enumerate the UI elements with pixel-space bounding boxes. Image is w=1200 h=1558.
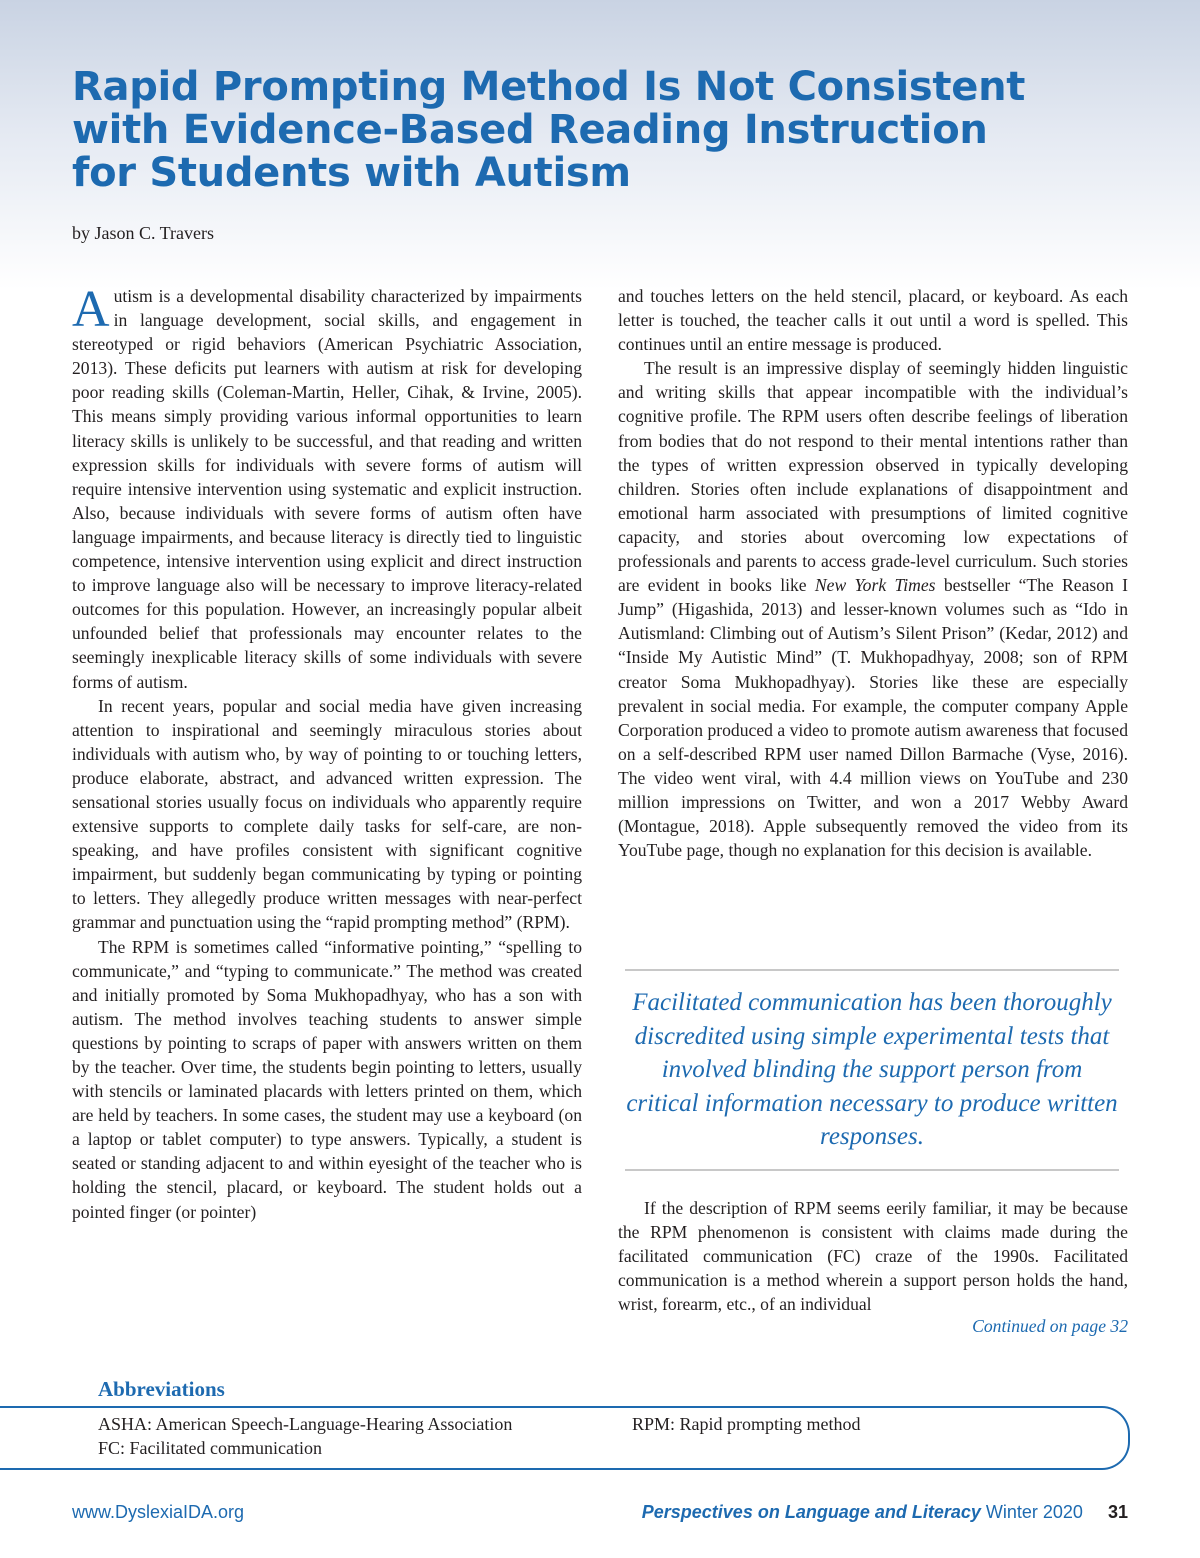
abbreviations-heading: Abbreviations (98, 1377, 225, 1401)
abbreviation-rpm: RPM: Rapid prompting method (632, 1414, 861, 1434)
paragraph-fc: If the description of RPM seems eerily familiar, it may be because the RPM phenomenon is consistent with claims made during the facilitated communication (FC) craze of the 1990s. Facilitated communication is a method wherein a support person holds the hand, wrist, forearm, etc., of an individual (618, 1198, 1128, 1315)
paragraph-intro-text: utism is a developmental disability characterized by impairments in language development, social skills, and engagement in stereotyped or rigid behaviors (American Psychiatric Association, 2013). These deficits put learners with autism at risk for developing poor reading skills (Coleman-Martin, Heller, Cihak, & Irvine, 2005). This means simply providing various informal opportunities to learn literacy skills is unlikely to be successful, and that reading and written expression skills for individuals with severe forms of autism will require intensive intervention using systematic and explicit instruction. Also, because individuals with severe forms of autism often have language impairments, and because literacy is directly tied to linguistic competence, intensive intervention using explicit and direct instruction to improve language also will be necessary to improve literacy-related outcomes for this population. However, an increasingly popular albeit unfounded belief that professionals may encounter relates to the seemingly inexplicable literacy skills of some individuals with severe forms of autism. (72, 286, 582, 692)
paragraph-result (618, 356, 1128, 862)
title-line-2: with Evidence-Based Reading Instruction (72, 107, 988, 153)
continued-link[interactable]: Continued on page 32 (972, 1316, 1128, 1336)
abbreviation-fc: FC: Facilitated communication (98, 1438, 322, 1458)
paragraph-rpm-description: The RPM is sometimes called “informative pointing,” “spelling to communicate,” and “typing to communicate.” The method was created and initially promoted by Soma Mukhopadhyay, who has a son with autism. The method involves teaching students to answer simple questions by pointing to scraps of paper with answers written on them by the teacher. Over time, the students begin pointing to letters, usually with stencils or laminated placards with letters printed on them, which are held by teachers. In some cases, the student may use a keyboard (on a laptop or tablet computer) to type answers. Typically, a student is seated or standing adjacent to and within eyesight of the teacher who is holding the stencil, placard, or keyboard. The student holds out a pointed finger (or pointer) (72, 936, 582, 1222)
paragraph-intro (72, 281, 582, 694)
paragraph-media: In recent years, popular and social media have given increasing attention to inspirational and seemingly miraculous stories about individuals with autism who, by way of pointing to or touching letters, produce elaborate, abstract, and advanced written expression. The sensational stories usually focus on individuals who apparently require extensive supports to complete daily tasks for self-care, are non-speaking, and have profiles consistent with significant cognitive impairment, but suddenly began communicating by typing or pointing to letters. They allegedly produce written messages with near-perfect grammar and punctuation using the “rapid prompting method” (RPM). (72, 695, 582, 933)
left-column (72, 281, 582, 1224)
pull-quote (625, 969, 1119, 1171)
right-column-top (618, 284, 1128, 862)
book-publication-title: New York Times (814, 575, 936, 596)
article-title (72, 64, 1026, 196)
paragraph-result-text-a: The result is an impressive display of seemingly hidden linguistic and writing skills that appear incompatible with the individual’s cognitive profile. The RPM users often describe feelings of liberation from bodies that do not respond to their mental intentions rather than the types of written expression observed in typically developing children. Stories often include explanations of disappointment and emotional harm associated with presumptions of limited cognitive capacity, and stories about overcoming low expectations of professionals and parents to access grade-level curriculum. Such stories are evident in books like (618, 358, 1128, 596)
title-line-1: Rapid Prompting Method Is Not Consistent (72, 64, 1026, 110)
paragraph-result-text-b: bestseller “The Reason I Jump” (Higashida, 2013) and lesser-known volumes such as “Ido in Autismland: Climbing out of Autism’s Silent Prison” (Kedar, 2012) and “Inside My Autistic Mind” (T. Mukhopadhyay, 2008; son of RPM creator Soma Mukhopadhyay). Stories like these are especially prevalent in social media. For example, the computer company Apple Corporation produced a video to promote autism awareness that focused on a self-described RPM user named Dillon Barmache (Vyse, 2016). The video went viral, with 4.4 million views on YouTube and 230 million impressions on Twitter, and won a 2017 Webby Award (Montague, 2018). Apple subsequently removed the video from its YouTube page, though no explanation for this decision is available. (618, 575, 1129, 861)
title-line-3: for Students with Autism (72, 150, 631, 196)
byline: by Jason C. Travers (72, 223, 215, 243)
footer-journal-name: Perspectives on Language and Literacy (641, 1502, 981, 1522)
right-column-bottom (618, 1196, 1128, 1316)
footer-page-number: 31 (1107, 1502, 1128, 1522)
paragraph-continuation: and touches letters on the held stencil, placard, or keyboard. As each letter is touched, the teacher calls it out until a word is spelled. This continues until an entire message is produced. (618, 286, 1128, 355)
pull-quote-text: Facilitated communication has been thoroughly discredited using simple experimental tests that involved blinding the support person from critical information necessary to produce written responses. (626, 989, 1118, 1151)
abbreviation-asha: ASHA: American Speech-Language-Hearing Association (98, 1414, 513, 1434)
footer-website-link[interactable]: www.DyslexiaIDA.org (72, 1502, 245, 1522)
drop-cap: A (72, 281, 110, 338)
footer-issue: Winter 2020 (985, 1502, 1083, 1522)
footer-publication (642, 1502, 1128, 1523)
